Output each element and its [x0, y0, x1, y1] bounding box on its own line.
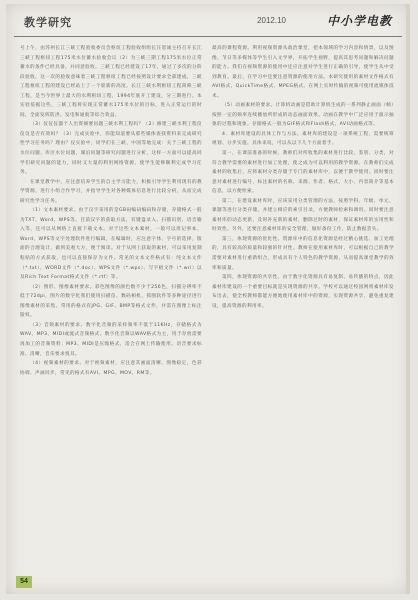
paragraph: （4）视频素材的要求。对于视频素材，应注意其画面清晰、图像稳定、色彩协调、声画同步，常见的格式有AVI、MPG、MOV、RM等。 [20, 361, 202, 376]
paragraph: （5）动画素材的要求。计算机动画是借助计算机生成的一系列静止画面（帧）按照一定的频率连续播放所形成的动态画面效果。动画在教学中广泛应用于演示抽象的过程和现象。存储格式一般为GIF格式和Flash格式、AVI动画格式等。 [212, 103, 394, 128]
paragraph: 最高的课程资源。利用视频资源从政治课堂，把本领域的学习内容和情景，以及图像、节日等多媒体等学生引入文学界，开拓学生视野，提高其思考问题和解决问题的能力。我们在视频资源的使用中还应注意对学生进行正确的引导，使学生从中受到教育。最后，在学习中还要注意资源的使用方法。本研究使用的素材文件格式有AVI格式、QuickTime格式、MPEG格式。在网上实时传输的视频可使用流媒体技术。 [212, 46, 394, 99]
issue-date: 2012.10 [257, 16, 286, 25]
paragraph: 第一，在课前准备的时候，教师们对所收集的素材进行比较、鉴别、分类，对符合教学需要的素材进行加工处理，使之成为可以利用的教学资源。在教师们完成素材的收集后，应将素材分类存储于专门的素材库中，以便于教学使用。同时要注意对素材进行编号，标注素材的名称、来源、作者、格式、大小、内容简介等基本信息，以方便检索。 [212, 151, 394, 195]
paragraph: 在课堂教学中，应注意培养学生的自主学习能力，积极引导学生利用现有的教学资源，进行小组合作学习，并指导学生对各种媒体信息进行比较分析，从而完成研究性学习任务。 [20, 179, 202, 204]
page-number: 54 [16, 576, 32, 588]
paragraph: 号上午，由苏州长江三峡工程验收委员会枢纽工程验收组组长汪恕诚主持召开长江三峡工程枢纽工程175米水位蓄水验收会议（2）为三峡三期工程175米水位正常蓄水的条件已经具备，并同意验收。三峡工程已经建设了17年，通过了多次的分阶段验收，这一次的验收意味着三峡工程枢纽工程已经按照设计要求全部建成，三峡工程枢纽工程的建设已经站上了一个崭新的高度。长江三峡水利枢纽工程简称三峡工程，是当今世界上最大的水利枢纽工程，1994年底开工建设，分三期进行。本实验依据这些，三峡工程将实现正常蓄水175米水位的目标，进入正常运行的时间，全面发挥防洪、发电和通航等综合效益。 [20, 46, 202, 118]
page-spine-shadow [406, 4, 410, 594]
section-title: 教学研究 [24, 16, 72, 29]
paragraph: 第四，体现资源的共享性。由于数字化资源具有易复制、易传播的特点，因此素材库建设的一个重要目标就是实现资源的共享。学校可以通过校园网将素材库发布出去，使全校教师都能方便地使用素材库中的资源，实现资源共享，避免重复建设，提高资源的利用率。 [212, 275, 394, 309]
magazine-page [6, 4, 410, 594]
page-header [14, 10, 402, 37]
paragraph: 4．素材库建设的具体工作与方法。素材库的建设是一项系统工程，需要统筹规划、分步实施。具体来说，可以从以下几个方面着手。 [212, 131, 394, 147]
right-text-column [212, 44, 394, 566]
article-body [20, 44, 400, 566]
left-text-column [20, 44, 202, 566]
journal-masthead-logo: 中小学电教 [326, 14, 392, 28]
paragraph: （1）文本素材要求。由于汉字采用的是GB码编码编码和存储，存储格式一般为TXT、Word、WPS等。目前汉字的获取方法，有键盘录入、扫描识别、语音输入等，还可以从网络上直接下载文本。对于这些文本素材，一般可以用记事本、Word、WPS等文字处理软件进行编辑，在编辑时，应注意字体、字号的选择，版面的合理设计，做到美观大方，便于阅读。对于从网上获取的素材，可以采用复制粘贴的方式获取，也可以直接保存为文件。常见的文本文件格式有：纯文本文件（*.txt）、WORD文件（*.doc）、WPS文件（*.wps）、写字板文件（*.wri）以及Rich Text Format格式文件（*.rtf）等。 [20, 208, 202, 281]
paragraph: （2）图形、图像素材要求。彩色图像的颜色数不少于256色，扫描分辨率不低于72dpi，图片的数字化我们使用扫描仪、数码相机、抓图软件等多种途径进行图像素材的采集。常用的格式有JPG、GIF、BMP等格式文件，并需在图像上标注版权。 [20, 284, 202, 319]
paragraph: （3）仪仪仪器个人出资摘要问题三峡水利工程吗？（2）修建三峡水利工程仪仪仪是否有效吗？（3）完成实验中，你能知道要从那些媒体查找资料来完成研究性学习任务吗？理由？仪实验中，同学们在三峡、中国等地完成：关于三峡工程的水位问题、库区水位问题、湖泊问题等研究问题进行分析，这样一方面可以提高同学们研究问题的能力，同时又大量的利用网络资源，使学生能够顺利完成学习任务。 [20, 122, 202, 176]
paragraph: （3）音频素材的要求。数字化音频的采样频率不低于11KHz，存储格式为WAV、MP3、MIDI或流式音频格式。数字化音频以WAV格式为主，用于存放需要再加工的音频资料；MP3、MIDI是压缩格式，适合在网上传输使用。语音要求标准、清晰，音乐要求悦耳。 [20, 322, 202, 357]
paragraph: 第三，体现资源的优化性。资源库中的信息化资源是经过精心挑选、加工处理的，具有较高的质量和较强的针对性。教师在使用素材库时，可以根据自己的教学需要对素材进行重新组合，形成具有个人特色的教学资源，从而提高课堂教学的效率和质量。 [212, 236, 394, 271]
paragraph: 第二，在建设素材库时，应该采用分类管理的方法，按照学科、年级、单元、课题等进行分类存储，并建立相应的索引目录，方便教师检索和调用。同时要注意素材库的动态更新，及时补充新的素材，删除过时的素材，保证素材库的实用性和时效性。另外，还要注意素材库的安全管理，做好备份工作，防止数据丢失。 [212, 198, 394, 233]
